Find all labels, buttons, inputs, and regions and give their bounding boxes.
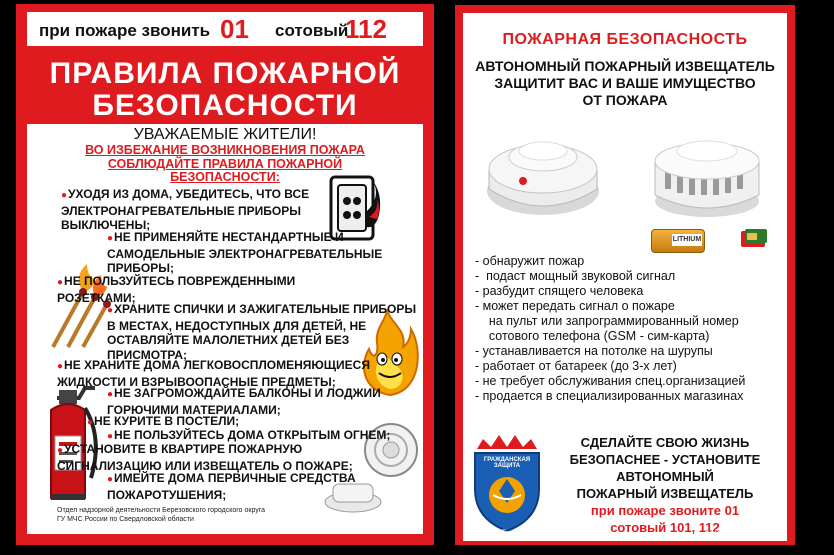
greeting: УВАЖАЕМЫЕ ЖИТЕЛИ! <box>133 126 317 143</box>
mobile-text: сотовый <box>275 21 349 40</box>
rules-subtitle: ВО ИЗБЕЖАНИЕ ВОЗНИКНОВЕНИЯ ПОЖАРА СОБЛЮДАЙТЕ ПРАВИЛА ПОЖАРНОЙ БЕЗОПАСНОСТИ: <box>85 143 365 184</box>
fire-rules-poster <box>16 4 434 545</box>
feature-item: - обнаружит пожар <box>475 254 585 268</box>
feature-item: - не требует обслуживания спец.организацией <box>475 374 746 388</box>
rule-item: ●НЕ ПРИМЕНЯЙТЕ НЕСТАНДАРТНЫЕ И САМОДЕЛЬНЫЕ ЭЛЕКТРОНАГРЕВАТЕЛЬНЫЕ ПРИБОРЫ; <box>107 230 383 275</box>
poster-title: ПОЖАРНАЯ БЕЗОПАСНОСТЬ <box>502 31 748 48</box>
call-text: при пожаре звонить <box>39 21 211 40</box>
feature-item: на пульт или запрограммированный номер <box>475 314 739 328</box>
rule-item: ●НЕ ХРАНИТЕ ДОМА ЛЕГКОВОСПЛОМЕНЯЮЩИЕСЯ ЖИДКОСТИ И ВЗРЫВООПАСНЫЕ ПРЕДМЕТЫ; <box>57 358 370 389</box>
rule-item: ●ХРАНИТЕ СПИЧКИ И ЗАЖИГАТЕЛЬНЫЕ ПРИБОРЫ В МЕСТАХ, НЕДОСТУПНЫХ ДЛЯ ДЕТЕЙ, НЕ ОСТАВЛЯЙТЕ МАЛОЛЕТНИХ ДЕТЕЙ БЕЗ ПРИСМОТРА; <box>107 302 417 362</box>
feature-item: - работает от батареек (до 3-х лет) <box>475 359 677 373</box>
feature-item: - может передать сигнал о пожаре <box>475 299 675 313</box>
feature-item: - разбудит спящего человека <box>475 284 644 298</box>
call-to-action: СДЕЛАЙТЕ СВОЮ ЖИЗНЬ БЕЗОПАСНЕЕ - УСТАНОВИТЕ АВТОНОМНЫЙ ПОЖАРНЫЙ ИЗВЕЩАТЕЛЬ при пожаре звоните 01 сотовый 101, 112 <box>549 434 781 536</box>
rule-item: ●НЕ ПОЛЬЗУЙТЕСЬ ДОМА ОТКРЫТЫМ ОГНЕМ; <box>107 428 391 442</box>
rule-item: ●НЕ ЗАГРОМОЖДАЙТЕ БАЛКОНЫ И ЛОДЖИИ ГОРЮЧИМИ МАТЕРИАЛАМИ; <box>107 386 381 417</box>
poster-title: ПРАВИЛА ПОЖАРНОЙ БЕЗОПАСНОСТИ <box>49 57 401 122</box>
emergency-call-bar <box>27 12 423 46</box>
feature-item: - устанавливается на потолке на шурупы <box>475 344 713 358</box>
rule-item: ●ИМЕЙТЕ ДОМА ПЕРВИЧНЫЕ СРЕДСТВА ПОЖАРОТУШЕНИЯ; <box>107 471 356 502</box>
smoke-detector-icon <box>481 121 603 221</box>
call-line: при пожаре звоните 01 <box>590 503 740 518</box>
smoke-detector-poster <box>455 5 795 545</box>
mobile-number: 112 <box>345 14 387 44</box>
rule-item: ●УХОДЯ ИЗ ДОМА, УБЕДИТЕСЬ, ЧТО ВСЕ ЭЛЕКТРОНАГРЕВАТЕЛЬНЫЕ ПРИБОРЫ ВЫКЛЮЧЕНЫ; <box>61 187 310 232</box>
rule-item: ●НЕ КУРИТЕ В ПОСТЕЛИ; <box>87 414 240 428</box>
footer-organization: МКУ «Гражданская защита ЗГО» <box>475 528 613 538</box>
detector-panel <box>463 13 787 541</box>
rules-panel <box>27 124 423 534</box>
civil-defense-emblem <box>467 431 547 535</box>
poster-subtitle: АВТОНОМНЫЙ ПОЖАРНЫЙ ИЗВЕЩАТЕЛЬ ЗАЩИТИТ ВАС И ВАШЕ ИМУЩЕСТВО ОТ ПОЖАРА <box>475 58 775 108</box>
sim-card-icon <box>739 227 769 251</box>
emblem-label: ГРАЖДАНСКАЯ ЗАЩИТА <box>483 457 531 469</box>
footer-site: сайт gzzgo.ru <box>705 528 761 538</box>
feature-item: сотового телефона (GSM - сим-карта) <box>475 329 710 343</box>
rule-item: ●НЕ ПОЛЬЗУЙТЕСЬ ПОВРЕЖДЕННЫМИ РОЗЕТКАМИ; <box>57 274 296 305</box>
feature-list <box>475 254 745 404</box>
feature-item: - подаст мощный звуковой сигнал <box>475 269 676 283</box>
feature-item: - продается в специализированных магазинах <box>475 389 744 403</box>
call-number: 01 <box>220 14 249 44</box>
battery-icon: LITHIUM <box>651 229 705 253</box>
rule-item: ●УСТАНОВИТЕ В КВАРТИРЕ ПОЖАРНУЮ СИГНАЛИЗАЦИЮ ИЛИ ИЗВЕЩАТЕЛЬ О ПОЖАРЕ; <box>57 442 353 473</box>
call-line: сотовый 101, 112 <box>610 520 720 535</box>
smoke-detector-icon <box>643 121 771 221</box>
poster-footer: Отдел надзорной деятельности Березовского городского округа ГУ МЧС России по Свердловской области <box>57 507 266 523</box>
